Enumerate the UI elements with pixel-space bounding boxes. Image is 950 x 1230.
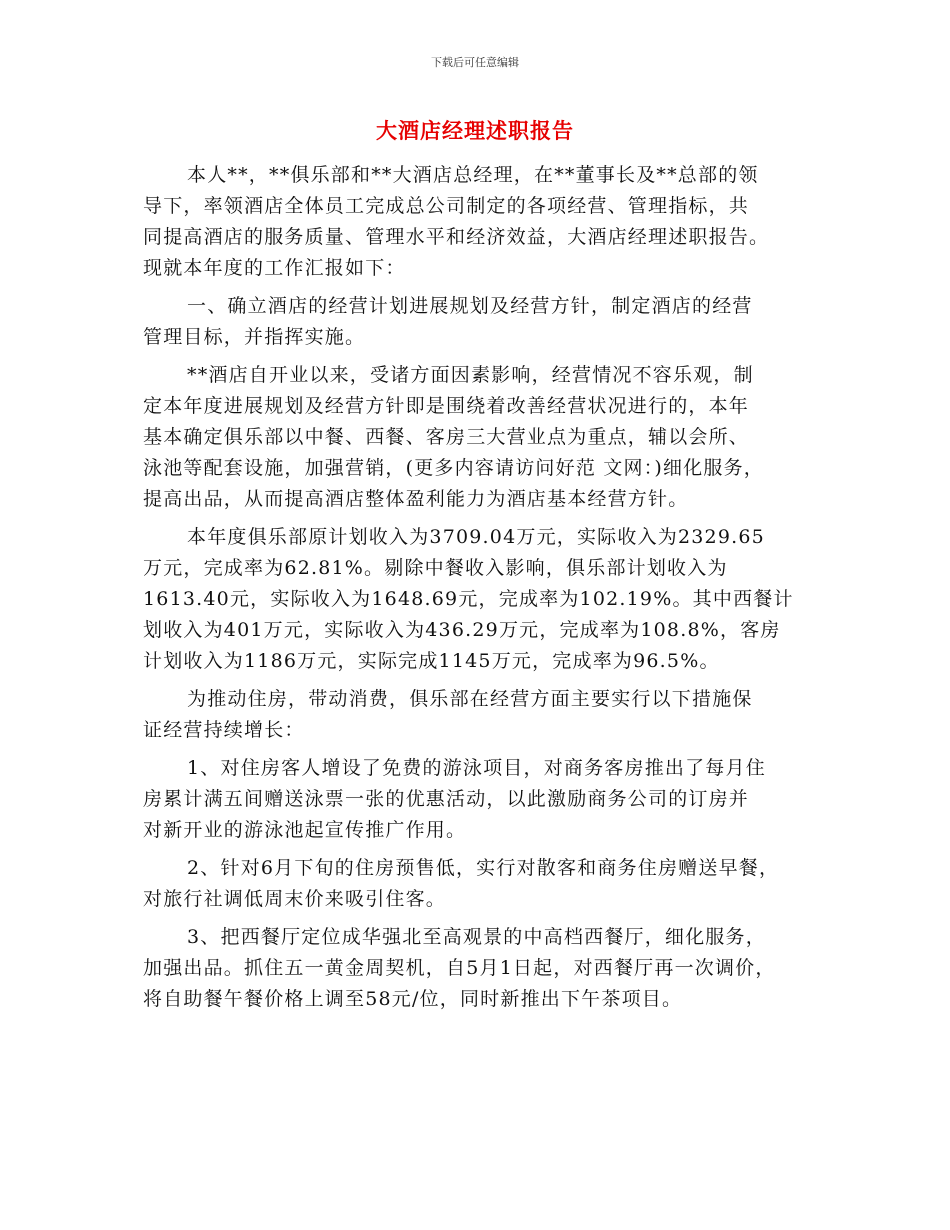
paragraph-line: 本人**，**俱乐部和**大酒店总经理，在**董事长及**总部的领: [187, 164, 759, 186]
paragraph-line: 一、确立酒店的经营计划进展规划及经营方针，制定酒店的经营: [187, 295, 753, 317]
paragraph-intro: [143, 160, 823, 284]
paragraph-measures-intro: [143, 684, 823, 746]
paragraph-line: 1、对住房客人增设了免费的游泳项目，对商务客房推出了每月住: [187, 757, 766, 779]
paragraph-line: 本年度俱乐部原计划收入为3709.04万元，实际收入为2329.65: [187, 526, 765, 548]
paragraph-measure-three: [143, 922, 823, 1015]
paragraph-line: 3、把西餐厅定位成华强北至高观景的中高档西餐厅，细化服务，: [187, 926, 766, 948]
paragraph-line: 加强出品。抓住五一黄金周契机，自5月1日起，对西餐厅再一次调价，: [143, 957, 776, 979]
paragraph-line: 为推动住房，带动消费，俱乐部在经营方面主要实行以下措施保: [187, 688, 753, 710]
header-note: 下载后可任意编辑: [431, 56, 519, 69]
paragraph-line: 对新开业的游泳池起宣传推广作用。: [143, 819, 467, 841]
paragraph-section-one: [143, 291, 823, 353]
paragraph-revenue: [143, 522, 823, 677]
paragraph-line: 同提高酒店的服务质量、管理水平和经济效益，大酒店经理述职报告。: [143, 226, 770, 248]
paragraph-line: 计划收入为1186万元，实际完成1145万元，完成率为96.5%。: [143, 650, 720, 672]
paragraph-line: 现就本年度的工作汇报如下：: [143, 257, 406, 279]
paragraph-line: 房累计满五间赠送泳票一张的优惠活动，以此激励商务公司的订房并: [143, 788, 750, 810]
paragraph-measure-one: [143, 753, 823, 846]
paragraph-measure-two: [143, 853, 823, 915]
paragraph-line: 万元，完成率为62.81%。剔除中餐收入影响，俱乐部计划收入为: [143, 557, 728, 579]
paragraph-business-policy: [143, 360, 823, 515]
paragraph-line: 导下，率领酒店全体员工完成总公司制定的各项经营、管理指标，共: [143, 195, 750, 217]
paragraph-line: 2、针对6月下旬的住房预售低，实行对散客和商务住房赠送早餐，: [187, 857, 780, 879]
paragraph-line: 证经营持续增长：: [143, 719, 305, 741]
paragraph-line: 划收入为401万元，实际收入为436.29万元，完成率为108.8%，客房: [143, 619, 781, 641]
paragraph-line: 将自助餐午餐价格上调至58元/位，同时新推出下午茶项目。: [143, 988, 683, 1010]
paragraph-line: 管理目标，并指挥实施。: [143, 326, 366, 348]
paragraph-line: 泳池等配套设施，加强营销，(更多内容请访问好范 文网：)细化服务，: [143, 457, 764, 479]
document-title: 大酒店经理述职报告: [376, 119, 574, 143]
paragraph-line: **酒店自开业以来，受诸方面因素影响，经营情况不容乐观，制: [187, 364, 754, 386]
document-body: [143, 160, 823, 1015]
paragraph-line: 定本年度进展规划及经营方针即是围绕着改善经营状况进行的，本年: [143, 395, 750, 417]
paragraph-line: 基本确定俱乐部以中餐、西餐、客房三大营业点为重点，辅以会所、: [143, 426, 750, 448]
paragraph-line: 1613.40元，实际收入为1648.69元，完成率为102.19%。其中西餐计: [143, 588, 794, 610]
paragraph-line: 提高出品，从而提高酒店整体盈利能力为酒店基本经营方针。: [143, 488, 689, 510]
paragraph-line: 对旅行社调低周末价来吸引住客。: [143, 888, 447, 910]
